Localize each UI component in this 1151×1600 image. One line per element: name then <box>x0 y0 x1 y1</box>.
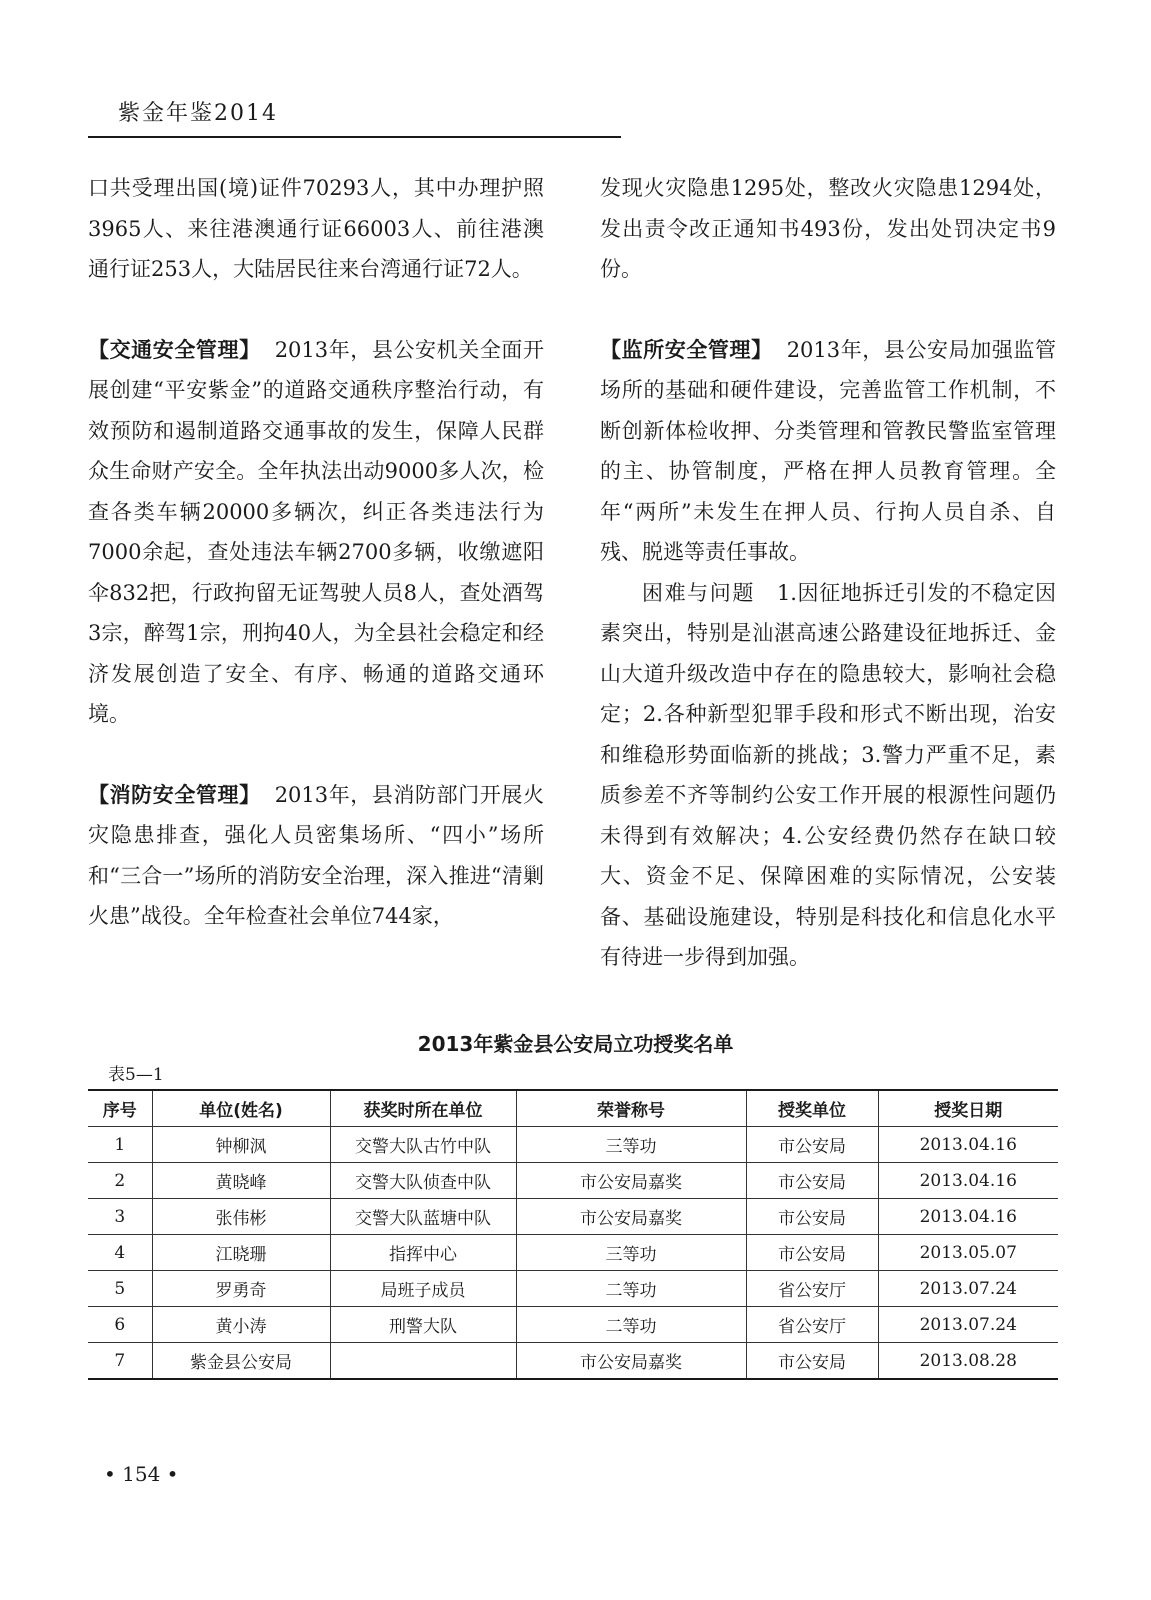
table-cell: 市公安局嘉奖 <box>516 1199 746 1235</box>
table-cell: 三等功 <box>516 1235 746 1271</box>
header-cell: 授奖日期 <box>878 1090 1058 1127</box>
table-row <box>88 1163 1058 1199</box>
table-cell: 6 <box>88 1307 152 1343</box>
table-cell: 2013.04.16 <box>878 1127 1058 1163</box>
table-cell: 2013.04.16 <box>878 1163 1058 1199</box>
table-cell: 市公安局嘉奖 <box>516 1163 746 1199</box>
table-cell: 交警大队侦查中队 <box>330 1163 516 1199</box>
table-header-row <box>88 1090 1058 1127</box>
table-title: 2013年紫金县公安局立功授奖名单 <box>417 1032 734 1056</box>
table-cell: 市公安局嘉奖 <box>516 1343 746 1380</box>
table-cell <box>330 1343 516 1380</box>
table-cell: 5 <box>88 1271 152 1307</box>
table-cell: 市公安局 <box>746 1235 878 1271</box>
detention-title: 【监所安全管理】 <box>600 337 773 362</box>
table-cell: 省公安厅 <box>746 1271 878 1307</box>
table-row <box>88 1235 1058 1271</box>
table-cell: 市公安局 <box>746 1127 878 1163</box>
table-cell: 2013.05.07 <box>878 1235 1058 1271</box>
table-row <box>88 1199 1058 1235</box>
detention-text: 2013年，县公安局加强监管场所的基础和硬件建设，完善监管工作机制，不断创新体检收押、分类管理和管教民警监室管理的主、协管制度，严格在押人员教育管理。全年“两所”未发生在押人员、行拘人员自杀、自残、脱逃等责任事故。 <box>600 337 1056 564</box>
table-row <box>88 1307 1058 1343</box>
right-column <box>600 168 1056 978</box>
table-cell: 黄小涛 <box>152 1307 330 1343</box>
table-cell: 2013.07.24 <box>878 1271 1058 1307</box>
table-cell: 7 <box>88 1343 152 1380</box>
running-title: 紫金年鉴2014 <box>118 101 278 126</box>
header-cell: 荣誉称号 <box>516 1090 746 1127</box>
left-column <box>88 168 544 937</box>
fire-section <box>88 775 544 937</box>
table-cell: 交警大队蓝塘中队 <box>330 1199 516 1235</box>
table-cell: 紫金县公安局 <box>152 1343 330 1380</box>
header-rule <box>88 136 621 138</box>
traffic-section <box>88 330 544 735</box>
table-cell: 三等功 <box>516 1127 746 1163</box>
table-cell: 指挥中心 <box>330 1235 516 1271</box>
table-cell: 二等功 <box>516 1271 746 1307</box>
table-cell: 江晓珊 <box>152 1235 330 1271</box>
table-cell: 2 <box>88 1163 152 1199</box>
table-row <box>88 1343 1058 1380</box>
traffic-title: 【交通安全管理】 <box>88 337 261 362</box>
traffic-text: 2013年，县公安机关全面开展创建“平安紫金”的道路交通秩序整治行动，有效预防和遏制道路交通事故的发生，保障人民群众生命财产安全。全年执法出动9000多人次，检查各类车辆20000多辆次，纠正各类违法行为7000余起，查处违法车辆2700多辆，收缴遮阳伞832把，行政拘留无证驾驶人员8人，查处酒驾3宗，醉驾1宗，刑拘40人，为全县社会稳定和经济发展创造了安全、有序、畅通的道路交通环境。 <box>88 337 544 726</box>
table-cell: 省公安厅 <box>746 1307 878 1343</box>
fire-text: 2013年，县消防部门开展火灾隐患排查，强化人员密集场所、“四小”场所和“三合一”场所的消防安全治理，深入推进“清剿火患”战役。全年检查社会单位744家， <box>88 782 544 928</box>
table-cell: 市公安局 <box>746 1343 878 1380</box>
fire-title: 【消防安全管理】 <box>88 782 261 807</box>
problems-text: 1.因征地拆迁引发的不稳定因素突出，特别是汕湛高速公路建设征地拆迁、金山大道升级改造中存在的隐患较大，影响社会稳定；2.各种新型犯罪手段和形式不断出现，治安和维稳形势面临新的挑战；3.警力严重不足，素质参差不齐等制约公安工作开展的根源性问题仍未得到有效解决；4.公安经费仍然存在缺口较大、资金不足、保障困难的实际情况，公安装备、基础设施建设，特别是科技化和信息化水平有待进一步得到加强。 <box>600 580 1056 969</box>
table-cell: 二等功 <box>516 1307 746 1343</box>
table-cell: 钟柳沨 <box>152 1127 330 1163</box>
table-row <box>88 1271 1058 1307</box>
table-cell: 市公安局 <box>746 1199 878 1235</box>
intro-paragraph: 口共受理出国(境)证件70293人，其中办理护照3965人、来往港澳通行证66003人、前往港澳通行证253人，大陆居民往来台湾通行证72人。 <box>88 176 544 281</box>
header-cell: 获奖时所在单位 <box>330 1090 516 1127</box>
award-table <box>88 1089 1058 1380</box>
header-cell: 序号 <box>88 1090 152 1127</box>
table-cell: 罗勇奇 <box>152 1271 330 1307</box>
header-cell: 授奖单位 <box>746 1090 878 1127</box>
fire-continued: 发现火灾隐患1295处，整改火灾隐患1294处，发出责令改正通知书493份，发出处罚决定书9份。 <box>600 176 1056 281</box>
table-cell: 2013.08.28 <box>878 1343 1058 1380</box>
table-cell: 张伟彬 <box>152 1199 330 1235</box>
header-cell: 单位(姓名) <box>152 1090 330 1127</box>
table-cell: 1 <box>88 1127 152 1163</box>
table-cell: 黄晓峰 <box>152 1163 330 1199</box>
problems-title: 困难与问题 <box>642 580 755 605</box>
problems-section <box>600 573 1056 978</box>
table-cell: 市公安局 <box>746 1163 878 1199</box>
table-cell: 4 <box>88 1235 152 1271</box>
detention-section <box>600 330 1056 573</box>
table-cell: 2013.04.16 <box>878 1199 1058 1235</box>
table-cell: 3 <box>88 1199 152 1235</box>
table-row <box>88 1127 1058 1163</box>
table-cell: 刑警大队 <box>330 1307 516 1343</box>
table-cell: 局班子成员 <box>330 1271 516 1307</box>
table-cell: 交警大队古竹中队 <box>330 1127 516 1163</box>
page-number: • 154 • <box>104 1462 179 1486</box>
table-label: 表5—1 <box>108 1065 164 1085</box>
table-cell: 2013.07.24 <box>878 1307 1058 1343</box>
